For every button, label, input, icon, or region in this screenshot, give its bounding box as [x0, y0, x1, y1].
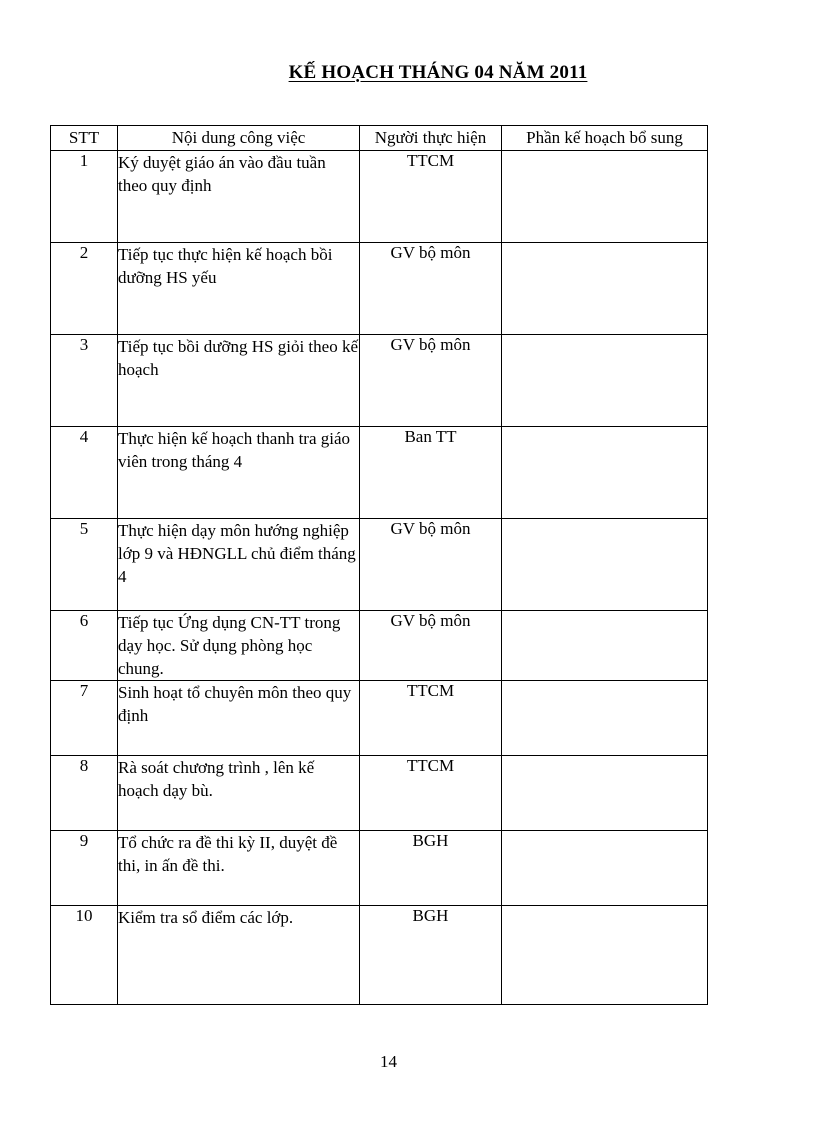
table-row	[51, 756, 708, 831]
header-extra: Phần kế hoạch bổ sung	[502, 126, 708, 151]
row-content: Kiểm tra sổ điểm các lớp.	[118, 906, 360, 1005]
row-content: Tiếp tục bồi dưỡng HS giỏi theo kế hoạch	[118, 335, 360, 427]
table-row	[51, 519, 708, 611]
table-row	[51, 243, 708, 335]
row-extra	[502, 335, 708, 427]
row-person: TTCM	[360, 151, 502, 243]
row-stt: 9	[51, 831, 118, 906]
row-person: GV bộ môn	[360, 335, 502, 427]
page-title: KẾ HOẠCH THÁNG 04 NĂM 2011	[288, 62, 588, 83]
header-stt: STT	[51, 126, 118, 151]
row-stt: 1	[51, 151, 118, 243]
row-content: Tổ chức ra đề thi kỳ II, duyệt đề thi, in ấn đề thi.	[118, 831, 360, 906]
row-stt: 6	[51, 611, 118, 681]
row-stt: 10	[51, 906, 118, 1005]
row-stt: 4	[51, 427, 118, 519]
row-stt: 2	[51, 243, 118, 335]
row-extra	[502, 243, 708, 335]
table-row	[51, 906, 708, 1005]
row-stt: 3	[51, 335, 118, 427]
row-content: Thực hiện kế hoạch thanh tra giáo viên trong tháng 4	[118, 427, 360, 519]
page-number: 14	[380, 1052, 397, 1071]
row-person: TTCM	[360, 681, 502, 756]
row-person: GV bộ môn	[360, 611, 502, 681]
header-person: Người thực hiện	[360, 126, 502, 151]
row-extra	[502, 611, 708, 681]
row-person: BGH	[360, 906, 502, 1005]
row-stt: 5	[51, 519, 118, 611]
row-stt: 7	[51, 681, 118, 756]
row-extra	[502, 831, 708, 906]
plan-table	[50, 125, 708, 1005]
table-row	[51, 427, 708, 519]
row-extra	[502, 756, 708, 831]
table-row	[51, 681, 708, 756]
row-content: Ký duyệt giáo án vào đầu tuần theo quy định	[118, 151, 360, 243]
row-person: TTCM	[360, 756, 502, 831]
row-content: Tiếp tục thực hiện kế hoạch bồi dưỡng HS yếu	[118, 243, 360, 335]
row-content: Sinh hoạt tổ chuyên môn theo quy định	[118, 681, 360, 756]
table-row	[51, 611, 708, 681]
row-person: Ban TT	[360, 427, 502, 519]
row-person: GV bộ môn	[360, 519, 502, 611]
row-extra	[502, 427, 708, 519]
row-extra	[502, 681, 708, 756]
row-extra	[502, 906, 708, 1005]
table-row	[51, 335, 708, 427]
row-extra	[502, 519, 708, 611]
row-person: BGH	[360, 831, 502, 906]
table-row	[51, 151, 708, 243]
row-content: Rà soát chương trình , lên kế hoạch dạy bù.	[118, 756, 360, 831]
row-content: Thực hiện dạy môn hướng nghiệp lớp 9 và HĐNGLL chủ điểm tháng 4	[118, 519, 360, 611]
row-content: Tiếp tục Ứng dụng CN-TT trong dạy học. Sử dụng phòng học chung.	[118, 611, 360, 681]
table-header-row	[51, 126, 708, 151]
row-stt: 8	[51, 756, 118, 831]
header-content: Nội dung công việc	[118, 126, 360, 151]
row-extra	[502, 151, 708, 243]
row-person: GV bộ môn	[360, 243, 502, 335]
table-row	[51, 831, 708, 906]
